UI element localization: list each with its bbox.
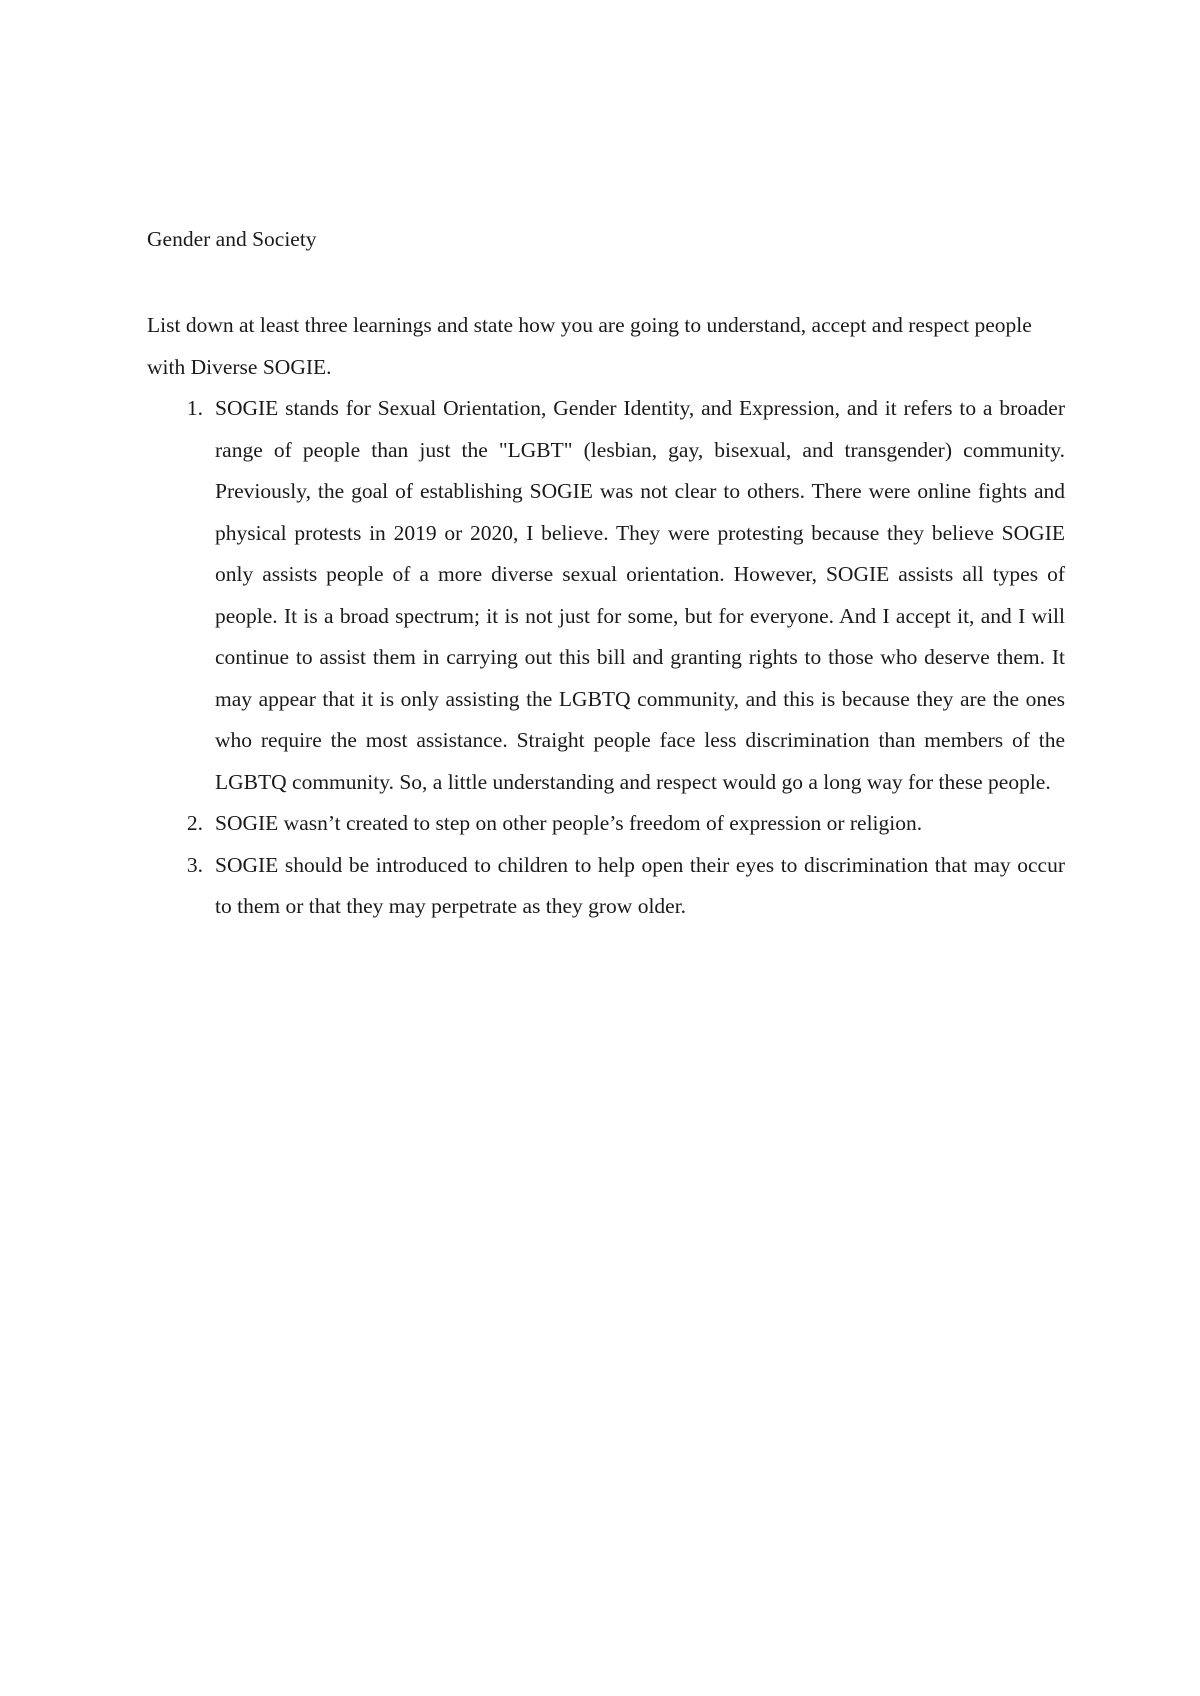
document-content	[147, 225, 1065, 928]
learning-text-3: SOGIE should be introduced to children to help open their eyes to discrimination that may occur to them or that they may perpetrate as they grow older.	[215, 852, 1065, 918]
learning-number-2: 2.	[186, 811, 203, 835]
learnings-list	[147, 388, 1065, 928]
document-title: Gender and Society	[147, 227, 317, 251]
learning-number-3: 3.	[186, 852, 203, 877]
learning-item-3	[147, 845, 1065, 928]
learning-number-1: 1.	[186, 396, 203, 420]
assignment-prompt: List down at least three learnings and state how you are going to understand, accept and respect people with Diverse SOGIE.	[147, 313, 1032, 379]
learning-text-1: SOGIE stands for Sexual Orientation, Gender Identity, and Expression, and it refers to a broader range of people than just the "LGBT" (lesbian, gay, bisexual, and transgender) community. Previously, the goal of establishing SOGIE was not clear to others. There were online fights and physical protests in 2019 or 2020, I believe. They were protesting because they believe SOGIE only assists people of a more diverse sexual orientation. However, SOGIE assists all types of people. It is a broad spectrum; it is not just for some, but for everyone. And I accept it, and I will continue to assist them in carrying out this bill and granting rights to those who deserve them. It may appear that it is only assisting the LGBTQ community, and this is because they are the ones who require the most assistance. Straight people face less discrimination than members of the LGBTQ community. So, a little understanding and respect would go a long way for these people.	[215, 396, 1065, 794]
learning-item-1	[147, 388, 1065, 803]
learning-text-2: SOGIE wasn’t created to step on other people’s freedom of expression or religion.	[215, 811, 923, 835]
learning-item-2	[147, 803, 1065, 845]
